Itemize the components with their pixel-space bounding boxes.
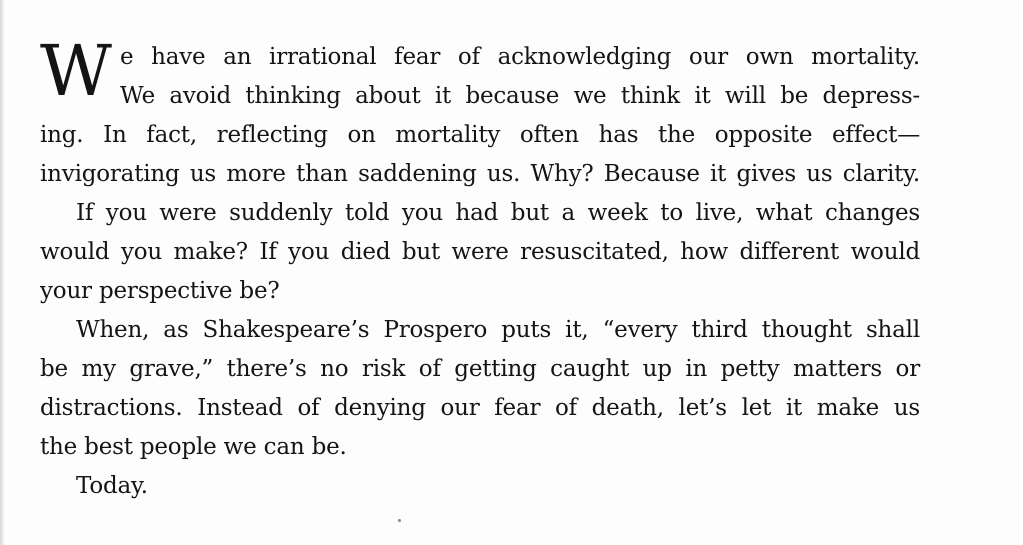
scan-speck	[398, 519, 401, 522]
text-line: your perspective be?	[40, 278, 280, 304]
text-line: be my grave,” there’s no risk of getting caught up in petty matters or	[40, 356, 920, 382]
text-line: If you were suddenly told you had but a week to live, what changes	[76, 200, 920, 226]
text-line: When, as Shakespeare’s Prospero puts it, “every third thought shall	[76, 317, 920, 343]
passage-text	[40, 30, 920, 506]
text-line: Today.	[76, 473, 148, 499]
scan-edge	[0, 0, 4, 545]
drop-cap: W	[40, 30, 112, 112]
text-line: e have an irrational fear of acknowledging our own mortality.	[120, 44, 920, 70]
paragraph-4	[40, 467, 920, 506]
text-line: ing. In fact, reflecting on mortality often has the opposite effect—	[40, 122, 920, 148]
paragraph-1	[40, 30, 920, 194]
text-line: would you make? If you died but were resuscitated, how different would	[40, 239, 920, 265]
paragraph-3	[40, 311, 920, 467]
text-line: distractions. Instead of denying our fear of death, let’s let it make us	[40, 395, 920, 421]
paragraph-2	[40, 194, 920, 311]
text-line: the best people we can be.	[40, 434, 347, 460]
text-line: invigorating us more than saddening us. Why? Because it gives us clarity.	[40, 161, 920, 187]
text-line: We avoid thinking about it because we think it will be depress-	[120, 83, 920, 109]
